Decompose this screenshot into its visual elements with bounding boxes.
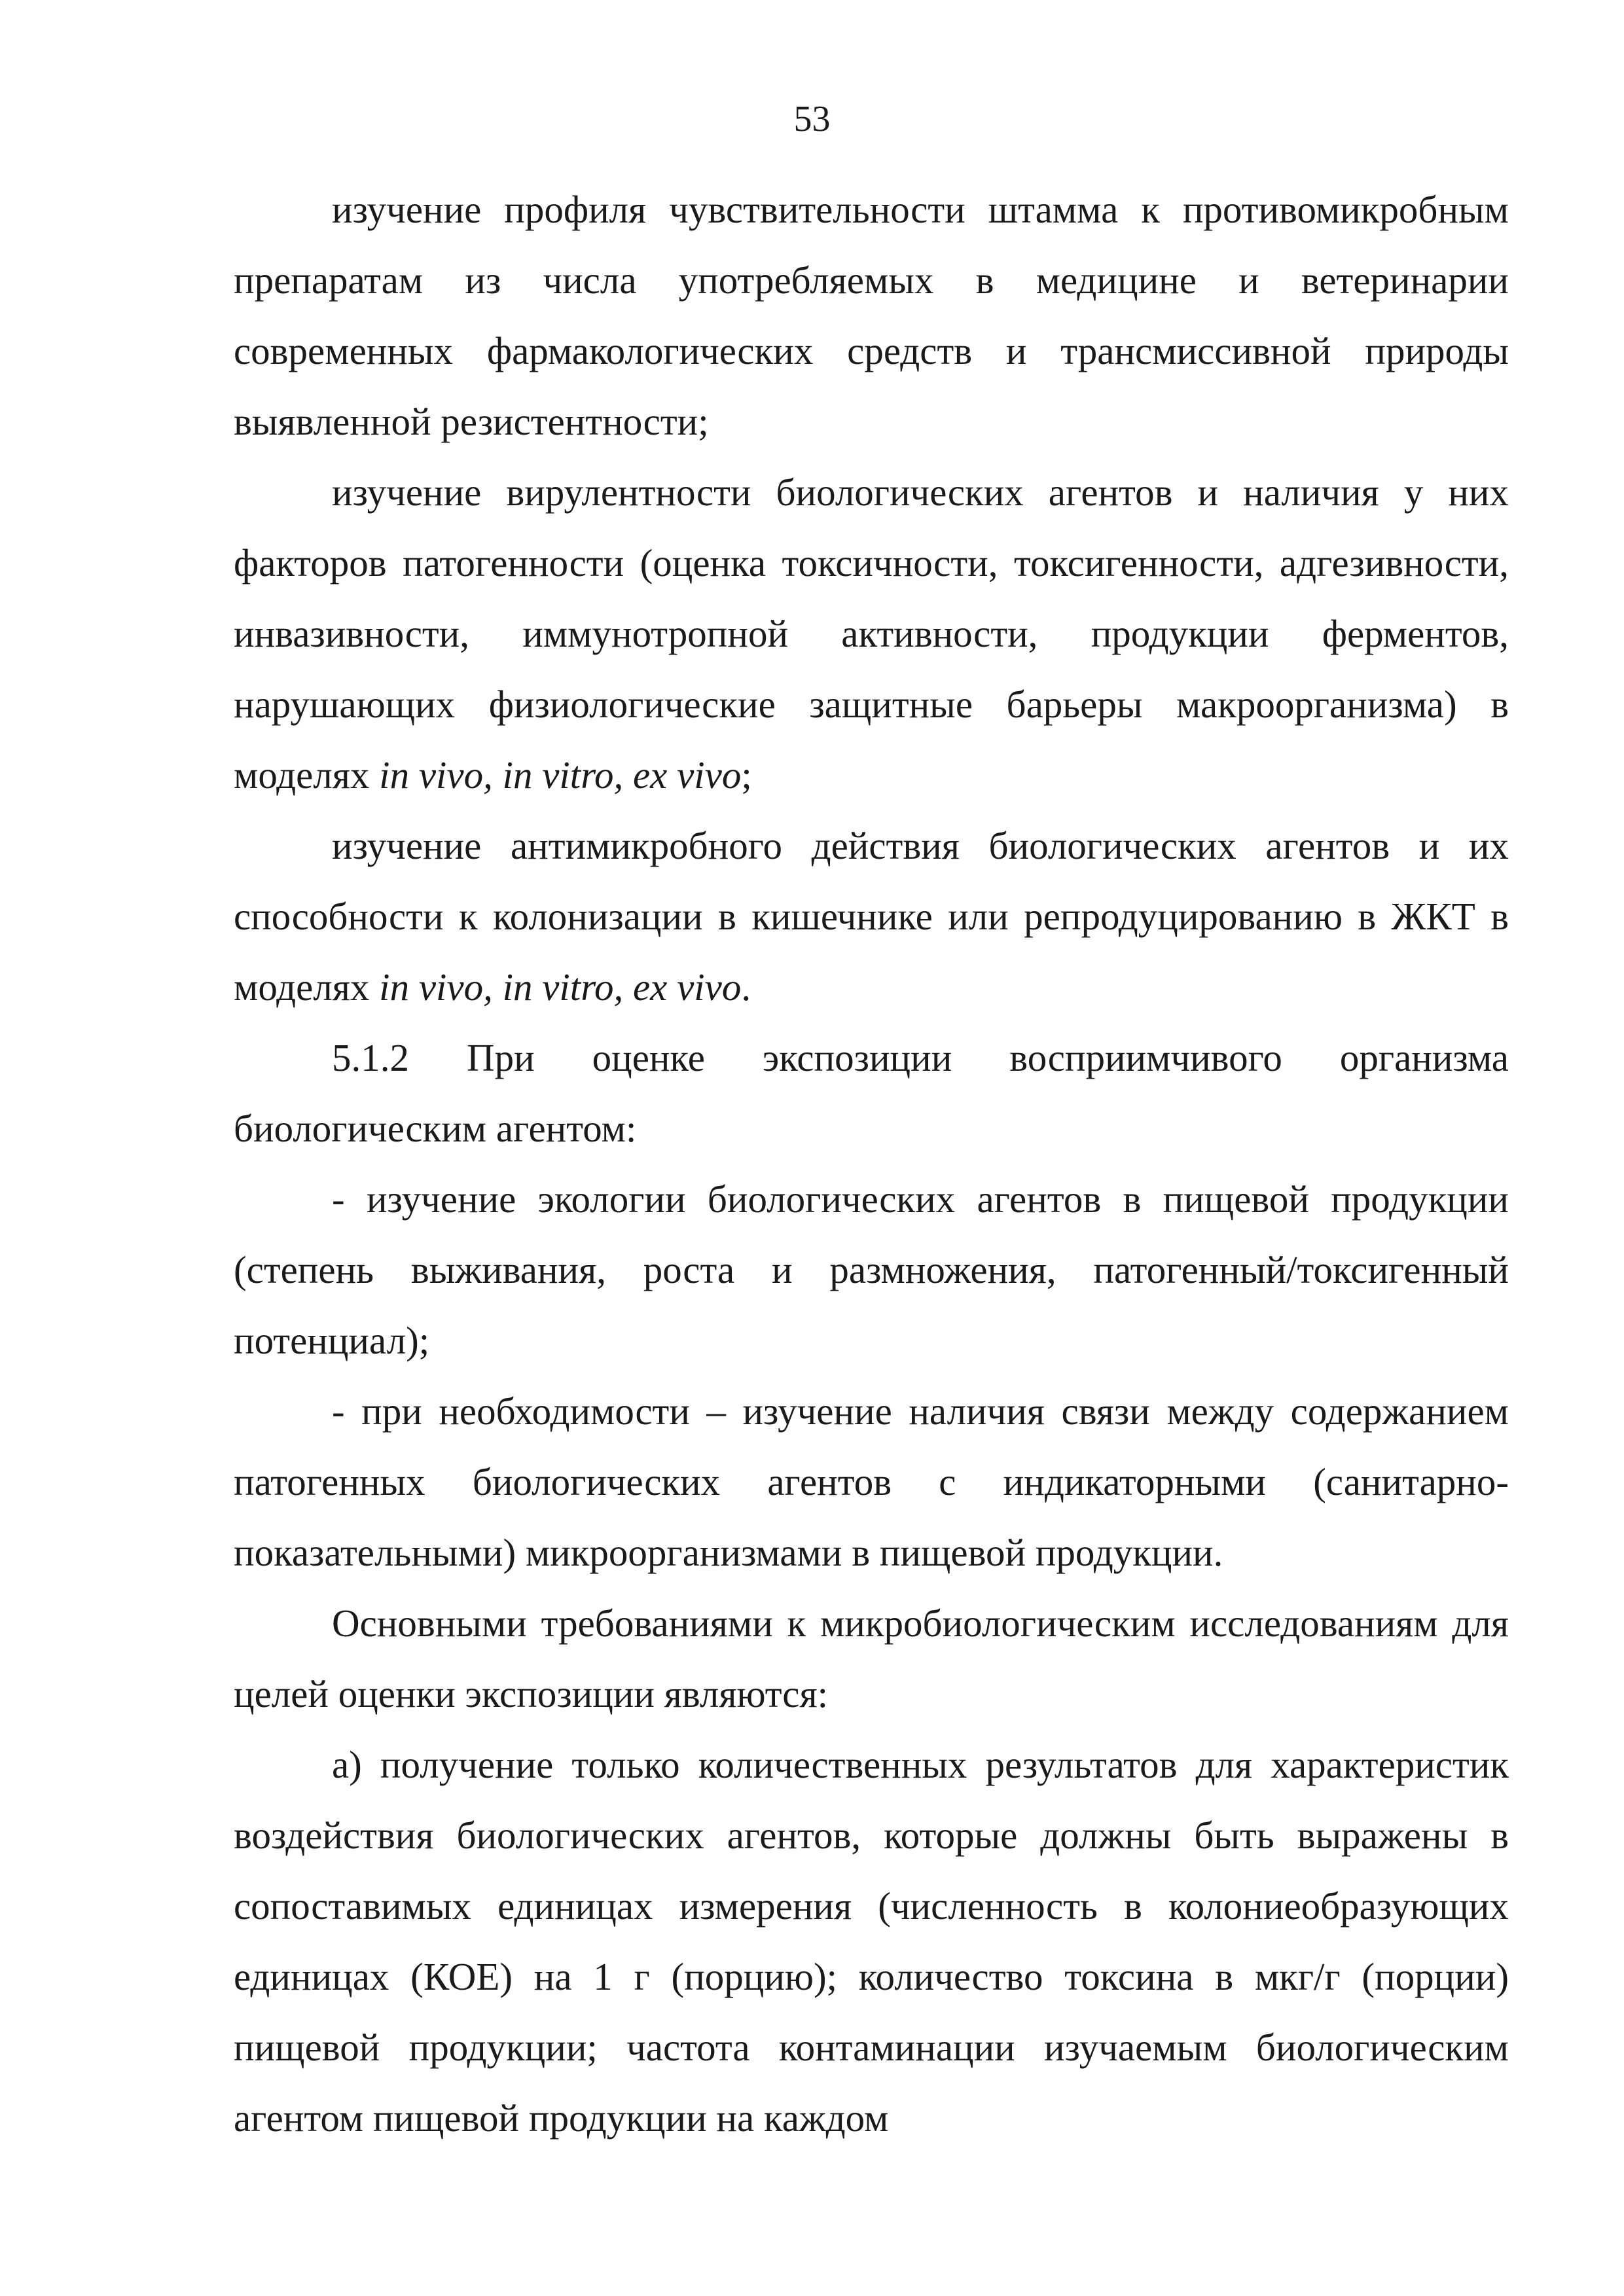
italic-models: in vivo, in vitro, ex vivo: [379, 753, 742, 797]
paragraph-text: изучение профиля чувствительности штамма к противомикробным препаратам из числа употребляемых в медицине и ветеринарии современных фармакологических средств и трансмиссивной природы выявленной резистентности;: [234, 188, 1509, 443]
paragraph-text: - при необходимости – изучение наличия связи между содержанием патогенных биологических агентов с индикаторными (санитарно-показательными) микроорганизмами в пищевой продукции.: [234, 1390, 1509, 1574]
list-item-indicator-link: [234, 1376, 1509, 1588]
paragraph-requirements: [234, 1588, 1509, 1729]
paragraph-virulence: [234, 457, 1509, 810]
italic-models: in vivo, in vitro, ex vivo: [379, 965, 742, 1009]
page-number: 53: [793, 99, 831, 139]
paragraph-punctuation: ;: [741, 753, 752, 797]
paragraph-punctuation: .: [741, 965, 751, 1009]
paragraph-text: а) получение только количественных результатов для характеристик воздействия биологических агентов, которые должны быть выражены в сопоставимых единицах измерения (численность в колониеобразующих единицах (КОЕ) на 1 г (порцию); количество токсина в мкг/г (порции) пищевой продукции; частота контаминации изучаемым биологическим агентом пищевой продукции на каждом: [234, 1743, 1509, 2140]
paragraph-text: 5.1.2 При оценке экспозиции восприимчивого организма биологическим агентом:: [234, 1036, 1509, 1150]
paragraph-text: изучение вирулентности биологических агентов и наличия у них факторов патогенности (оценка токсичности, токсигенности, адгезивности, инвазивности, иммунотропной активности, продукции ферментов, нарушающих физиологические защитные барьеры макроорганизма) в моделях: [234, 471, 1509, 797]
paragraph-text: изучение антимикробного действия биологических агентов и их способности к колонизации в кишечнике или репродуцированию в ЖКТ в моделях: [234, 824, 1509, 1009]
list-item-quantitative-results: [234, 1729, 1509, 2153]
paragraph-section-5-1-2: [234, 1022, 1509, 1164]
document-body: [234, 174, 1509, 2153]
list-item-ecology: [234, 1164, 1509, 1376]
paragraph-text: - изучение экологии биологических агентов в пищевой продукции (степень выживания, роста и размножения, патогенный/токсигенный потенциал);: [234, 1177, 1509, 1362]
paragraph-strain-sensitivity: [234, 174, 1509, 457]
paragraph-antimicrobial: [234, 810, 1509, 1022]
paragraph-text: Основными требованиями к микробиологическим исследованиям для целей оценки экспозиции являются:: [234, 1602, 1509, 1715]
